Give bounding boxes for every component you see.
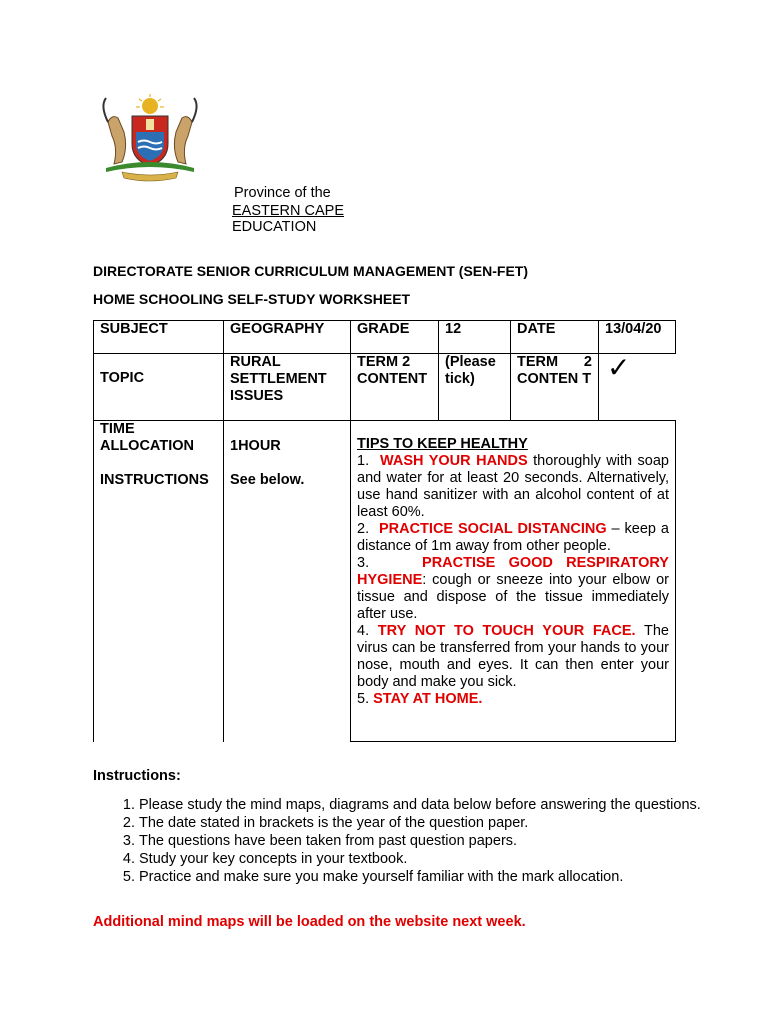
term-content-label: TERM 2 CONTENT bbox=[351, 354, 439, 421]
tip-item: 4. TRY NOT TO TOUCH YOUR FACE. The virus can be transferred from your hands to your nose, mouth and eyes. It can then enter your body and make you sick. bbox=[357, 623, 669, 690]
province-line: Province of the bbox=[234, 185, 331, 201]
tip-item: 3. PRACTISE GOOD RESPIRATORY HYGIENE: cough or sneeze into your elbow or tissue and dispose of the tissue immediately after use. bbox=[357, 555, 669, 622]
time-allocation-label: TIME ALLOCATION bbox=[100, 421, 194, 454]
list-item: 4. Study your key concepts in your textbook. bbox=[139, 850, 724, 868]
date-value: 13/04/20 bbox=[599, 321, 676, 354]
health-tips-cell bbox=[351, 421, 676, 742]
time-allocation-value: 1HOUR bbox=[230, 438, 281, 454]
worksheet-heading: HOME SCHOOLING SELF-STUDY WORKSHEET bbox=[93, 291, 411, 307]
grade-value: 12 bbox=[439, 321, 511, 354]
term-content-2-label: TERM 2 CONTEN T bbox=[511, 354, 599, 421]
list-item: 1. Please study the mind maps, diagrams and data below before answering the questions. bbox=[139, 796, 724, 814]
please-tick-label: (Please tick) bbox=[439, 354, 511, 421]
instructions-value: See below. bbox=[230, 472, 305, 488]
directorate-heading: DIRECTORATE SENIOR CURRICULUM MANAGEMENT (SEN-FET) bbox=[93, 263, 529, 279]
additional-mind-maps-note: Additional mind maps will be loaded on the website next week. bbox=[93, 914, 526, 930]
tips-title: TIPS TO KEEP HEALTHY bbox=[357, 436, 528, 452]
tip-item: 5. STAY AT HOME. bbox=[357, 691, 483, 707]
instructions-title: Instructions: bbox=[93, 768, 181, 784]
list-item: 2. The date stated in brackets is the year of the question paper. bbox=[139, 814, 724, 832]
worksheet-info-table bbox=[93, 320, 676, 742]
topic-label: TOPIC bbox=[94, 354, 224, 421]
province-name: EASTERN CAPE bbox=[232, 203, 344, 219]
department-name: EDUCATION bbox=[232, 219, 317, 235]
topic-value: RURAL SETTLEMENT ISSUES bbox=[224, 354, 351, 421]
tip-item: 1. WASH YOUR HANDS thoroughly with soap and water for at least 20 seconds. Alternatively, use hand sanitizer with an alcohol content of at least 60%. bbox=[357, 453, 669, 520]
subject-label: SUBJECT bbox=[94, 321, 224, 354]
list-item: 5. Practice and make sure you make yourself familiar with the mark allocation. bbox=[139, 868, 724, 886]
subject-value: GEOGRAPHY bbox=[224, 321, 351, 354]
list-item: 3. The questions have been taken from past question papers. bbox=[139, 832, 724, 850]
checkmark-icon: ✓ bbox=[607, 352, 631, 383]
instructions-list bbox=[93, 796, 724, 886]
instructions-label: INSTRUCTIONS bbox=[100, 472, 209, 488]
tip-item: 2. PRACTICE SOCIAL DISTANCING – keep a distance of 1m away from other people. bbox=[357, 521, 669, 554]
date-label: DATE bbox=[511, 321, 599, 354]
coat-of-arms-icon bbox=[92, 92, 208, 182]
grade-label: GRADE bbox=[351, 321, 439, 354]
